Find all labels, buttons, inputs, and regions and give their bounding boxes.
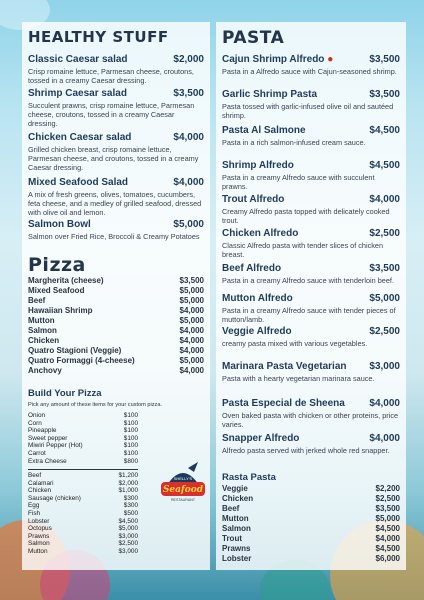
item-price: $4,500: [375, 524, 400, 533]
item-name: Pasta Al Salmone: [222, 125, 306, 136]
item-name: Beef: [28, 472, 42, 479]
topping-row: [28, 435, 138, 443]
topping-row: [28, 487, 138, 495]
menu-item: [222, 293, 400, 324]
topping-row: [28, 442, 138, 450]
item-price: $100: [123, 434, 138, 442]
item-description: Classic Alfredo pasta with tender slices of chicken breast.: [222, 241, 384, 259]
item-price: $4,000: [179, 306, 204, 315]
rasta-row: [222, 514, 400, 524]
pizza-row: [28, 336, 204, 346]
item-name: Sausage (chicken): [28, 494, 81, 502]
item-name: Pineapple: [28, 427, 57, 435]
topping-row: [28, 510, 138, 518]
logo-main-text: Seafood: [162, 485, 204, 495]
topping-veg-list: [28, 412, 138, 465]
item-price: $3,500: [369, 89, 400, 100]
restaurant-logo: [158, 460, 208, 506]
item-name: Chicken Alfredo: [222, 228, 299, 239]
build-title: Build Your Pizza: [28, 388, 102, 399]
item-name: Salmon: [222, 524, 251, 533]
item-name: Garlic Shrimp Pasta: [222, 89, 318, 100]
pizza-row: [28, 296, 204, 306]
item-price: $3,500: [369, 263, 400, 274]
item-description: creamy pasta mixed with various vegetables.: [222, 339, 368, 348]
topping-row: [28, 495, 138, 503]
item-name: Marinara Pasta Vegetarian: [222, 361, 347, 372]
menu-item: [222, 433, 400, 455]
item-price: $500: [123, 509, 138, 517]
topping-row: [28, 458, 138, 466]
item-name: Salmon: [28, 326, 57, 335]
item-description: Pasta in a creamy Alfredo sauce with succulent prawns.: [222, 173, 375, 191]
item-name: Onion: [28, 412, 46, 419]
topping-row: [28, 548, 138, 556]
item-name: Classic Caesar salad: [28, 54, 128, 65]
section-title-pasta: PASTA: [222, 28, 285, 48]
topping-row: [28, 412, 138, 420]
item-description: Succulent prawns, crisp romaine lettuce, Parmesan cheese, croutons, tossed in a creamy Caesar dressing.: [28, 101, 195, 128]
item-name: Salmon Bowl: [28, 219, 91, 230]
item-name: Beef Alfredo: [222, 263, 282, 274]
item-price: $4,000: [179, 336, 204, 345]
item-description: Pasta in a creamy Alfredo sauce with tenderloin beef.: [222, 276, 394, 285]
item-price: $5,000: [179, 356, 204, 365]
item-price: $4,500: [369, 125, 400, 136]
item-name: Trout: [222, 534, 242, 543]
item-price: $800: [123, 457, 138, 465]
item-name: Mutton: [28, 316, 55, 325]
menu-item: [222, 326, 400, 348]
topping-row: [28, 525, 138, 533]
item-price: $2,500: [369, 326, 400, 337]
item-name: Lobster: [222, 554, 252, 563]
topping-row: [28, 427, 138, 435]
menu-item: [28, 88, 204, 128]
pizza-list: [28, 276, 204, 376]
item-price: $5,000: [179, 286, 204, 295]
item-price: $4,000: [369, 433, 400, 444]
item-name: Mutton: [28, 547, 48, 555]
item-name: Veggie Alfredo: [222, 326, 292, 337]
menu-item: [222, 125, 400, 147]
logo-fin-shape: [188, 462, 198, 472]
item-price: $4,000: [179, 346, 204, 355]
item-name: Mutton: [222, 514, 249, 523]
item-price: $4,000: [173, 132, 204, 143]
menu-item: [222, 228, 400, 259]
item-description: Creamy Alfredo pasta topped with delicately cooked trout.: [222, 207, 390, 225]
item-price: $100: [123, 419, 138, 427]
topping-protein-list: [28, 472, 138, 556]
item-name: Veggie: [222, 484, 248, 493]
item-price: $1,200: [118, 472, 138, 479]
item-name: Corn: [28, 419, 42, 427]
item-price: $5,000: [369, 293, 400, 304]
item-description: Oven baked pasta with chicken or other proteins, price varies.: [222, 411, 399, 429]
menu-item: [222, 54, 400, 76]
item-price: $2,500: [369, 228, 400, 239]
item-price: $3,000: [369, 361, 400, 372]
item-price: $6,000: [375, 554, 400, 563]
menu-item: [222, 160, 400, 191]
rasta-row: [222, 484, 400, 494]
item-price: $100: [123, 427, 138, 435]
menu-item: [222, 361, 400, 383]
menu-item: [28, 132, 204, 172]
menu-item: [28, 219, 204, 241]
item-name: Chicken Caesar salad: [28, 132, 132, 143]
item-price: $4,500: [118, 517, 138, 525]
menu-item: [222, 89, 400, 120]
item-price: $2,000: [118, 479, 138, 487]
topping-row: [28, 472, 138, 480]
item-price: $2,000: [173, 54, 204, 65]
item-name-text: Cajun Shrimp Alfredo: [222, 54, 325, 65]
item-description: Pasta in a rich salmon-infused cream sauce.: [222, 138, 366, 147]
item-name: Shrimp Caesar salad: [28, 88, 127, 99]
item-name: Beef: [28, 296, 46, 305]
pizza-row: [28, 306, 204, 316]
item-description: Salmon over Fried Rice, Broccoli & Creamy Potatoes: [28, 232, 200, 241]
item-price: $5,000: [179, 296, 204, 305]
item-description: Grilled chicken breast, crisp romaine lettuce, Parmesan cheese, and croutons, tossed in a creamy Caesar dressing.: [28, 145, 199, 172]
item-name: Fish: [28, 509, 41, 517]
item-name: Lobster: [28, 517, 50, 525]
item-price: $5,000: [179, 316, 204, 325]
item-name: Trout Alfredo: [222, 194, 285, 205]
item-price: $3,000: [118, 547, 138, 555]
rasta-row: [222, 524, 400, 534]
topping-row: [28, 420, 138, 428]
item-name: Mutton Alfredo: [222, 293, 293, 304]
pizza-row: [28, 286, 204, 296]
rasta-list: [222, 484, 400, 564]
rasta-row: [222, 504, 400, 514]
topping-row: [28, 540, 138, 548]
item-name: Prawns: [28, 532, 50, 540]
item-name: Miwiri Pepper (Hot): [28, 442, 83, 450]
item-name: Chicken: [222, 494, 254, 503]
item-name: Carrot: [28, 449, 46, 457]
logo-bottom-text: RESTAURANT: [170, 498, 196, 502]
item-description: A mix of fresh greens, olives, tomatoes, cucumbers, feta cheese, and a medley of grilled seafood, dressed with olive oil and lemon.: [28, 190, 202, 217]
item-name: Chicken: [28, 487, 52, 495]
item-name: Mixed Seafood Salad: [28, 177, 129, 188]
item-price: $5,000: [173, 219, 204, 230]
menu-item: [222, 398, 400, 429]
right-menu-panel: [216, 22, 406, 570]
item-price: $2,500: [118, 540, 138, 548]
item-name: Calamari: [28, 479, 54, 487]
item-name: Prawns: [222, 544, 251, 553]
rasta-row: [222, 544, 400, 554]
item-price: $100: [123, 449, 138, 457]
rasta-row: [222, 534, 400, 544]
item-price: $4,000: [179, 366, 204, 375]
item-price: $100: [123, 412, 138, 419]
chili-pepper-icon: ●: [327, 54, 334, 65]
logo-top-text: SHELLY'S: [173, 476, 193, 481]
item-price: $4,000: [179, 326, 204, 335]
item-name: Mixed Seafood: [28, 286, 85, 295]
item-name: Egg: [28, 502, 40, 510]
item-name: Extra Cheese: [28, 457, 67, 465]
item-price: $4,000: [369, 194, 400, 205]
item-price: $5,000: [375, 514, 400, 523]
item-price: $3,000: [118, 532, 138, 540]
item-name: Shrimp Alfredo: [222, 160, 294, 171]
item-price: $4,000: [375, 534, 400, 543]
rasta-title: Rasta Pasta: [222, 472, 276, 483]
pizza-row: [28, 346, 204, 356]
item-description: Pasta in a creamy Alfredo sauce with tender pieces of mutton/lamb.: [222, 306, 396, 324]
item-price: $3,500: [369, 54, 400, 65]
topping-row: [28, 533, 138, 541]
rasta-row: [222, 494, 400, 504]
item-name: Salmon: [28, 540, 50, 548]
item-name: Sweet pepper: [28, 434, 68, 442]
item-price: $100: [123, 442, 138, 450]
item-name: Quatro Formaggi (4-cheese): [28, 356, 135, 365]
item-name: Quatro Stagioni (Veggie): [28, 346, 122, 355]
item-description: Pasta in a Alfredo sauce with Cajun-seasoned shrimp.: [222, 67, 397, 76]
pizza-row: [28, 316, 204, 326]
pizza-row: [28, 276, 204, 286]
item-name: Octopus: [28, 525, 52, 533]
item-price: $300: [123, 494, 138, 502]
item-price: $1,000: [118, 487, 138, 495]
item-description: Pasta with a hearty vegetarian marinara sauce.: [222, 374, 375, 383]
item-name: Margherita (cheese): [28, 276, 104, 285]
item-description: Alfredo pasta served with jerked whole red snapper.: [222, 446, 390, 455]
topping-row: [28, 502, 138, 510]
item-name: Pasta Especial de Sheena: [222, 398, 345, 409]
item-price: $5,000: [118, 525, 138, 533]
item-name: Hawaiian Shrimp: [28, 306, 93, 315]
item-description: Crisp romaine lettuce, Parmesan cheese, croutons, tossed in a creamy Caesar dressing.: [28, 67, 194, 85]
item-price: $300: [123, 502, 138, 510]
pizza-row: [28, 356, 204, 366]
menu-item: [28, 54, 204, 85]
item-price: $4,000: [369, 398, 400, 409]
section-title-pizza: Pizza: [28, 254, 86, 276]
list-divider: [28, 469, 138, 470]
item-price: $2,500: [375, 494, 400, 503]
topping-row: [28, 518, 138, 526]
item-price: $3,500: [179, 276, 204, 285]
pizza-row: [28, 366, 204, 376]
menu-item: [222, 263, 400, 285]
item-name: Chicken: [28, 336, 60, 345]
item-name: Snapper Alfredo: [222, 433, 300, 444]
item-description: Pasta tossed with garlic-infused olive oil and sautéed shrimp.: [222, 102, 394, 120]
item-price: $3,500: [375, 504, 400, 513]
pizza-row: [28, 326, 204, 336]
rasta-row: [222, 554, 400, 564]
item-price: $2,200: [375, 484, 400, 493]
item-name: [222, 54, 333, 65]
item-price: $4,500: [369, 160, 400, 171]
item-name: Beef: [222, 504, 240, 513]
item-price: $3,500: [173, 88, 204, 99]
menu-item: [222, 194, 400, 225]
build-note: Pick any amount of these items for your custom pizza.: [28, 402, 162, 408]
item-name: Anchovy: [28, 366, 62, 375]
topping-row: [28, 480, 138, 488]
item-price: $4,000: [173, 177, 204, 188]
topping-row: [28, 450, 138, 458]
menu-item: [28, 177, 204, 217]
section-title-healthy: HEALTHY STUFF: [28, 28, 169, 46]
item-price: $4,500: [375, 544, 400, 553]
